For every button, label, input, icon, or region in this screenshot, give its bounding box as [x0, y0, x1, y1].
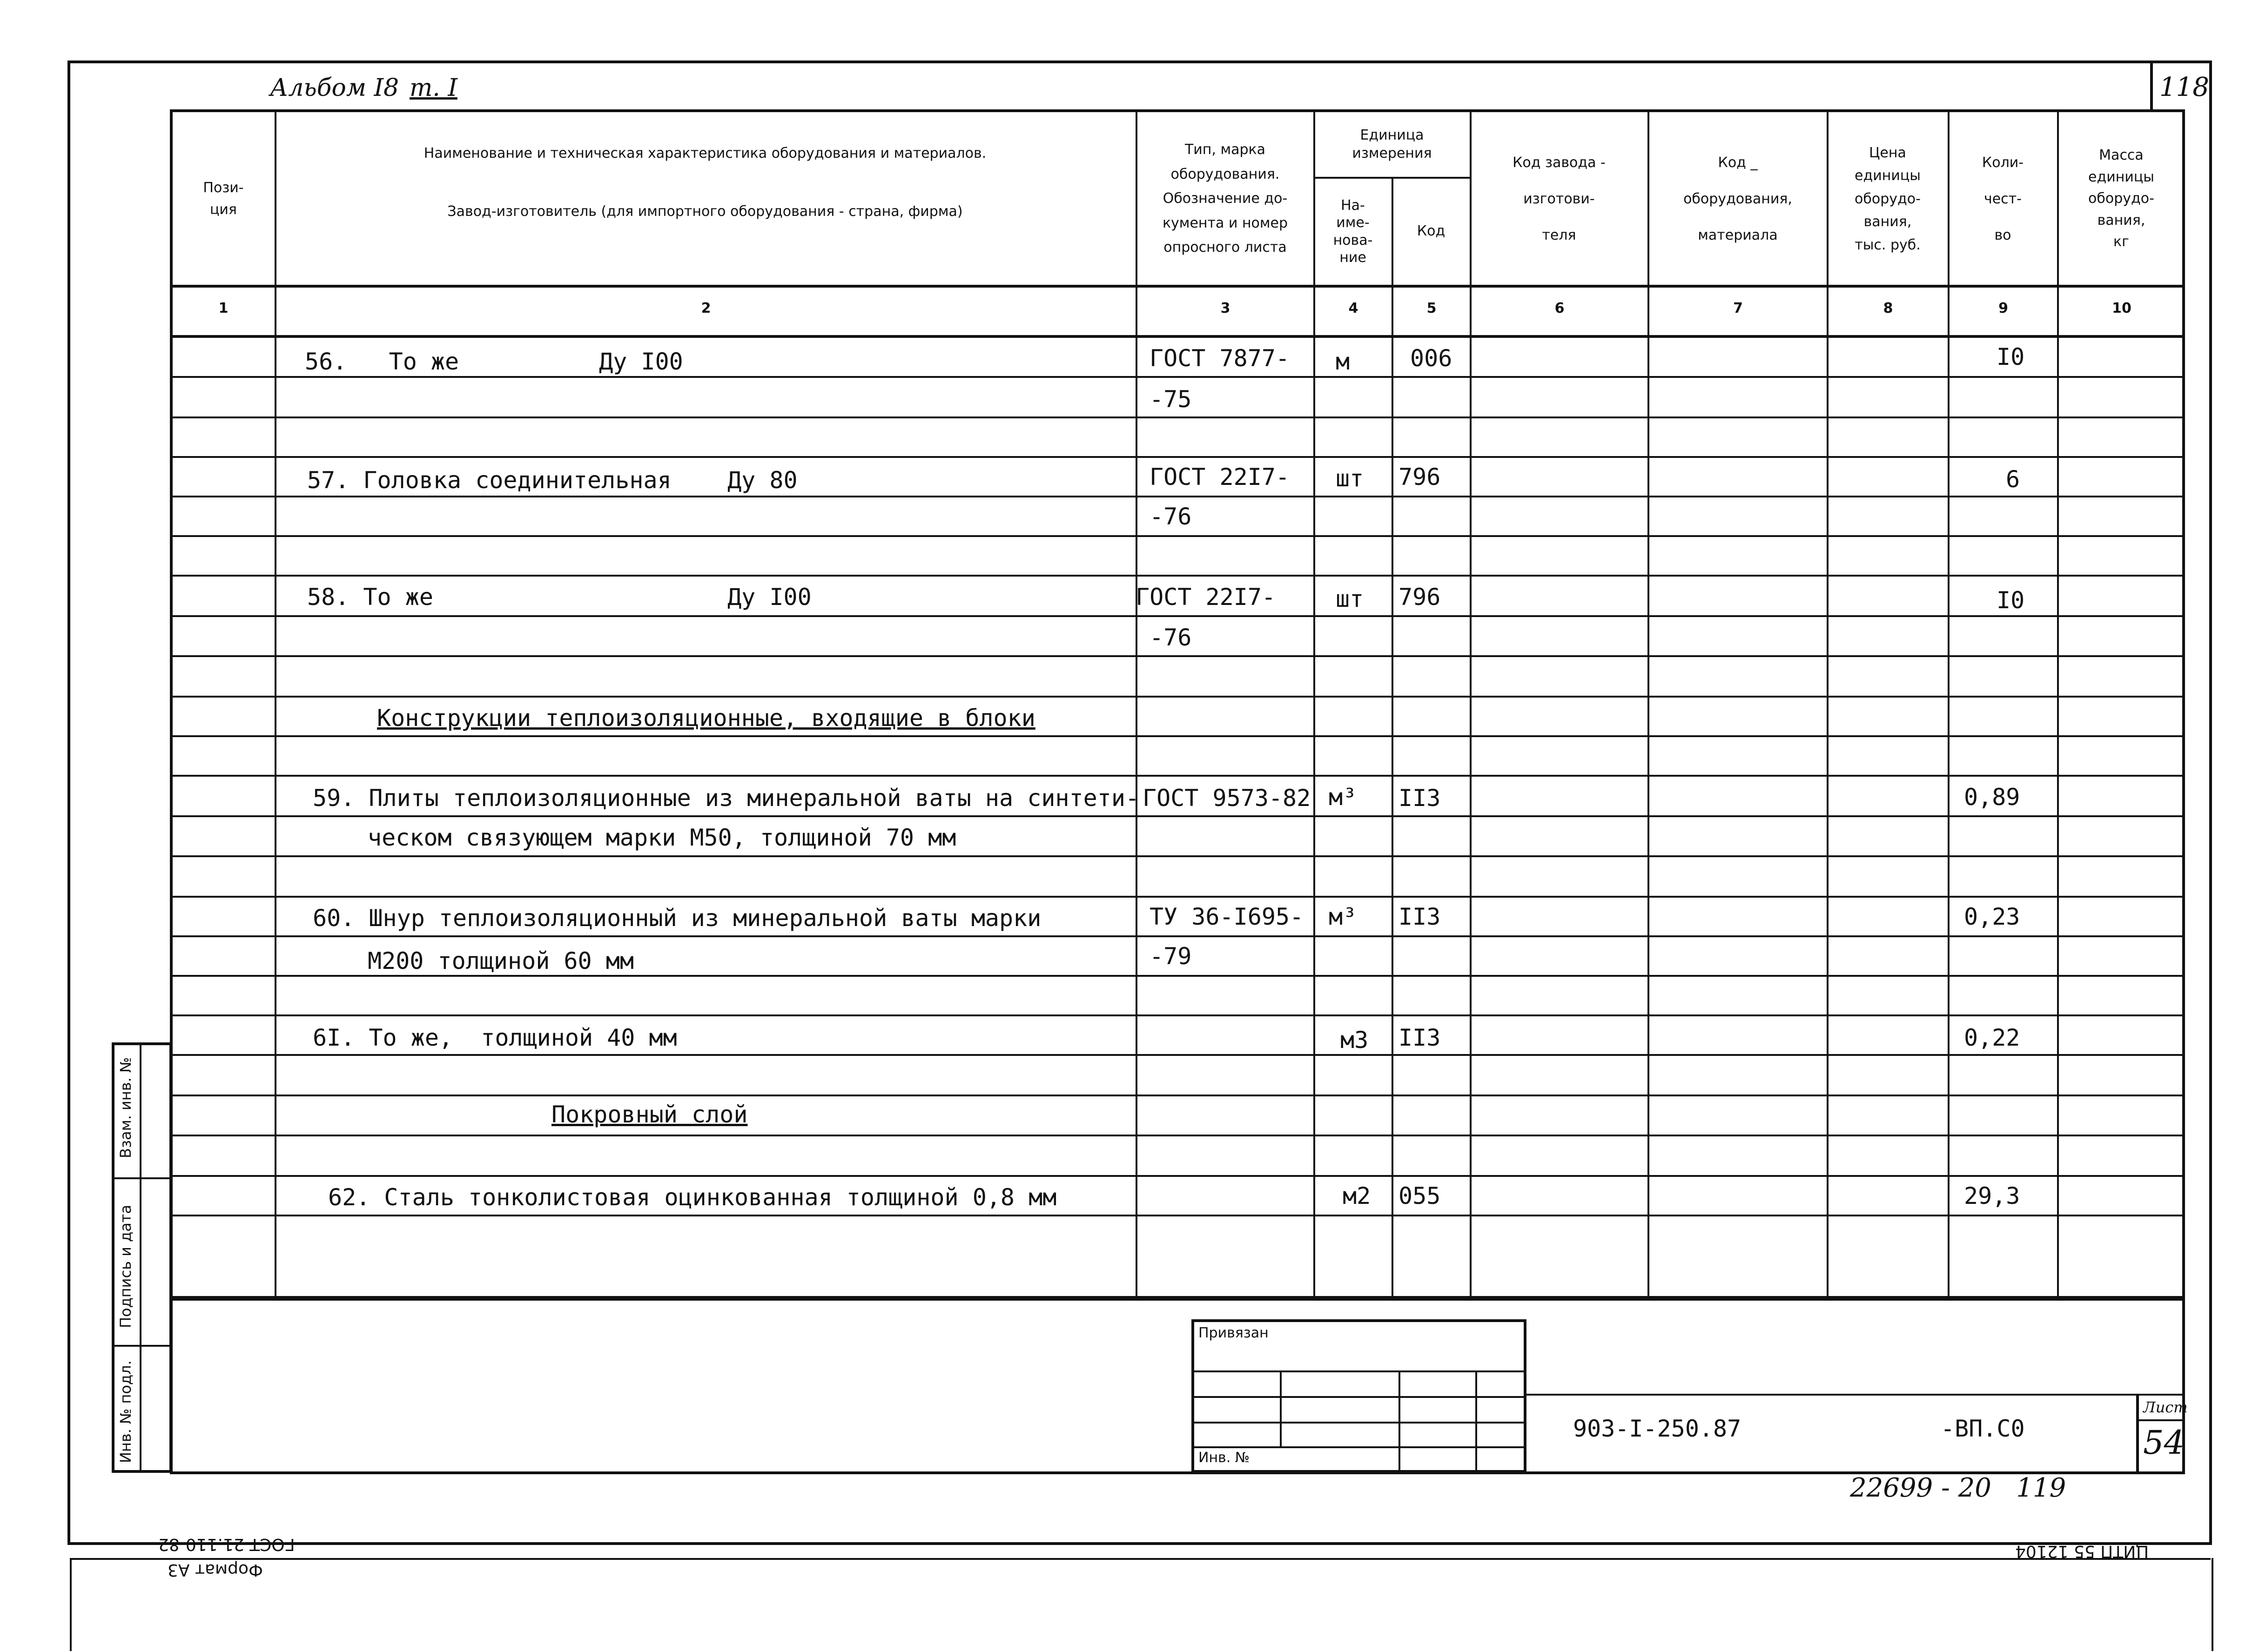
row-line: [171, 535, 2184, 537]
col-divider: [275, 110, 276, 1299]
row-58-code: 796: [1398, 584, 1441, 611]
row-61-code: II3: [1398, 1024, 1441, 1051]
row-56-code: 006: [1410, 345, 1452, 372]
row-57-qty: 6: [2006, 466, 2020, 493]
document-suffix: -ВП.С0: [1941, 1415, 2025, 1442]
header-position: Пози- ция: [203, 180, 244, 218]
row-line: [171, 696, 2184, 698]
row-line: [171, 416, 2184, 418]
row-60-type-2: -79: [1150, 943, 1192, 970]
row-line: [171, 1095, 2184, 1096]
inv-no-label: Инв. №: [1198, 1450, 1250, 1466]
row-line: [171, 1054, 2184, 1056]
row-60-qty: 0,23: [1964, 903, 2020, 930]
row-58-name: 58. То же Ду I00: [307, 584, 812, 611]
row-line: [171, 855, 2184, 857]
row-57-code: 796: [1398, 463, 1441, 490]
row-60-unit: м³: [1329, 903, 1357, 930]
col-divider: [1647, 110, 1649, 1299]
colnum-7: 7: [1733, 300, 1743, 316]
col-divider: [1136, 110, 1137, 1299]
row-57-type-2: -76: [1150, 503, 1192, 530]
gost-mirrored: ГОСТ 21.110-82: [158, 1535, 295, 1554]
col-divider: [1392, 177, 1393, 1299]
row-line: [171, 1215, 2184, 1216]
header-name: Наименование и техническая характеристика оборудования и материалов.: [424, 145, 987, 161]
row-line: [171, 496, 2184, 497]
colnum-5: 5: [1426, 300, 1437, 316]
sheet-number: 54: [2143, 1424, 2185, 1462]
row-line: [171, 1135, 2184, 1136]
row-line: [171, 376, 2184, 378]
privyazan-col: [1280, 1370, 1282, 1446]
section-title-cover-layer: Покровный слой: [551, 1101, 748, 1128]
bottom-strip-line: [70, 1558, 2211, 1560]
row-60-name-2: М200 толщиной 60 мм: [368, 947, 634, 974]
row-61-unit: м3: [1340, 1027, 1369, 1054]
header-manufacturer: Завод-изготовитель (для импортного оборудования - страна, фирма): [447, 203, 963, 220]
row-line: [171, 975, 2184, 977]
row-57-type-1: ГОСТ 22I7-: [1150, 463, 1290, 490]
corner-box-divider: [2150, 62, 2153, 111]
table-body-bottom: [171, 1296, 2184, 1299]
col-divider: [1827, 110, 1829, 1299]
row-line: [171, 775, 2184, 777]
row-line: [171, 575, 2184, 577]
row-60-code: II3: [1398, 903, 1441, 930]
col-divider: [1313, 110, 1315, 1299]
colnum-3: 3: [1220, 300, 1230, 316]
header-type: Тип, марка оборудования. Обозначение до- кумента и номер опросного листа: [1162, 141, 1288, 256]
stamp-top-line: [1526, 1394, 2184, 1396]
bottom-strip-left: [70, 1558, 72, 1651]
format-mirrored: Формат А3: [168, 1560, 263, 1579]
archive-number: 22699 - 20 119: [1850, 1473, 2066, 1503]
sheet-box-divider: [2137, 1419, 2184, 1421]
side-label-podpis: Подпись и дата: [117, 1204, 134, 1328]
document-code: 903-I-250.87: [1573, 1415, 1741, 1442]
row-59-code: II3: [1398, 785, 1441, 812]
row-56-name: 56. То же Ду I00: [305, 348, 683, 375]
ciitp-mirrored: ЦИТП 55 12104: [2015, 1542, 2149, 1561]
header-price: Цена единицы оборудо- вания, тыс. руб.: [1855, 144, 1921, 253]
row-58-type-1: ГОСТ 22I7-: [1136, 584, 1276, 611]
colnum-9: 9: [1998, 300, 2008, 316]
row-59-unit: м³: [1329, 784, 1357, 811]
row-57-name: 57. Головка соединительная Ду 80: [307, 467, 798, 494]
sheet-box-left: [2136, 1394, 2139, 1473]
side-stamp-divider: [140, 1043, 141, 1471]
row-56-unit: м: [1336, 348, 1350, 375]
row-62-unit: м2: [1343, 1182, 1371, 1209]
row-line: [171, 1175, 2184, 1177]
row-61-name: 6I. То же, толщиной 40 мм: [313, 1024, 677, 1051]
header-equipment-code: Код _ оборудования, материала: [1683, 154, 1792, 243]
header-quantity: Коли- чест- во: [1982, 154, 2024, 243]
header-unit-code: Код: [1417, 223, 1445, 240]
header-bottom: [171, 285, 2184, 288]
row-58-unit: шт: [1336, 585, 1364, 612]
row-56-type-1: ГОСТ 7877-: [1150, 345, 1290, 372]
side-label-inv-podl: Инв. № подл.: [117, 1360, 134, 1463]
colnum-1: 1: [218, 300, 229, 316]
section-title-insulation: Конструкции теплоизоляционные, входящие в блоки: [377, 705, 1035, 732]
colnum-6: 6: [1554, 300, 1565, 316]
sheet-label: Лист: [2143, 1398, 2188, 1416]
row-59-type-1: ГОСТ 9573-82: [1143, 785, 1311, 812]
row-59-name-2: ческом связующем марки М50, толщиной 70 мм: [368, 824, 956, 851]
row-60-name: 60. Шнур теплоизоляционный из минеральной ваты марки: [313, 905, 1042, 932]
row-57-unit: шт: [1336, 465, 1364, 492]
side-label-vzam: Взам. инв. №: [117, 1057, 134, 1158]
header-mass: Масса единицы оборудо- вания, кг: [2088, 147, 2154, 250]
col-divider: [1470, 110, 1472, 1299]
row-62-code: 055: [1398, 1182, 1441, 1209]
row-60-type-1: ТУ 36-I695-: [1150, 903, 1304, 930]
row-61-qty: 0,22: [1964, 1024, 2020, 1051]
bottom-strip-right: [2212, 1558, 2213, 1651]
side-stamp-row: [113, 1345, 171, 1347]
colnum-4: 4: [1348, 300, 1358, 316]
header-unit-group: Единица измерения: [1352, 127, 1432, 161]
row-line: [171, 735, 2184, 737]
col-divider: [2057, 110, 2059, 1299]
colnum-10: 10: [2112, 300, 2131, 316]
row-59-qty: 0,89: [1964, 784, 2020, 811]
row-58-qty: I0: [1997, 587, 2025, 614]
header-plant-code: Код завода - изготови- теля: [1513, 154, 1606, 243]
row-58-type-2: -76: [1150, 624, 1192, 651]
row-line: [171, 896, 2184, 898]
col-divider: [1948, 110, 1950, 1299]
colnum-8: 8: [1883, 300, 1893, 316]
album-label: Альбом I8: [270, 74, 399, 102]
privyazan-col: [1475, 1370, 1477, 1471]
privyazan-label: Привязан: [1198, 1325, 1269, 1341]
corner-number: 118: [2159, 72, 2209, 102]
row-62-name: 62. Сталь тонколистовая оцинкованная толщиной 0,8 мм: [328, 1184, 1057, 1211]
volume-label: т. I: [410, 74, 457, 102]
row-59-name: 59. Плиты теплоизоляционные из минеральной ваты на синтети-: [313, 785, 1140, 812]
row-line: [171, 935, 2184, 937]
side-stamp-row: [113, 1177, 171, 1179]
row-line: [171, 456, 2184, 458]
colnum-2: 2: [701, 300, 711, 316]
header-unit-name: На- име- нова- ние: [1333, 197, 1373, 266]
row-62-qty: 29,3: [1964, 1182, 2020, 1209]
row-line: [171, 1014, 2184, 1016]
row-56-qty: I0: [1997, 343, 2025, 370]
privyazan-col: [1398, 1370, 1400, 1471]
unit-subheader-line: [1313, 177, 1470, 179]
row-line: [171, 615, 2184, 617]
row-line: [171, 815, 2184, 817]
colnum-bottom: [171, 335, 2184, 338]
row-line: [171, 655, 2184, 657]
row-56-type-2: -75: [1150, 386, 1192, 413]
